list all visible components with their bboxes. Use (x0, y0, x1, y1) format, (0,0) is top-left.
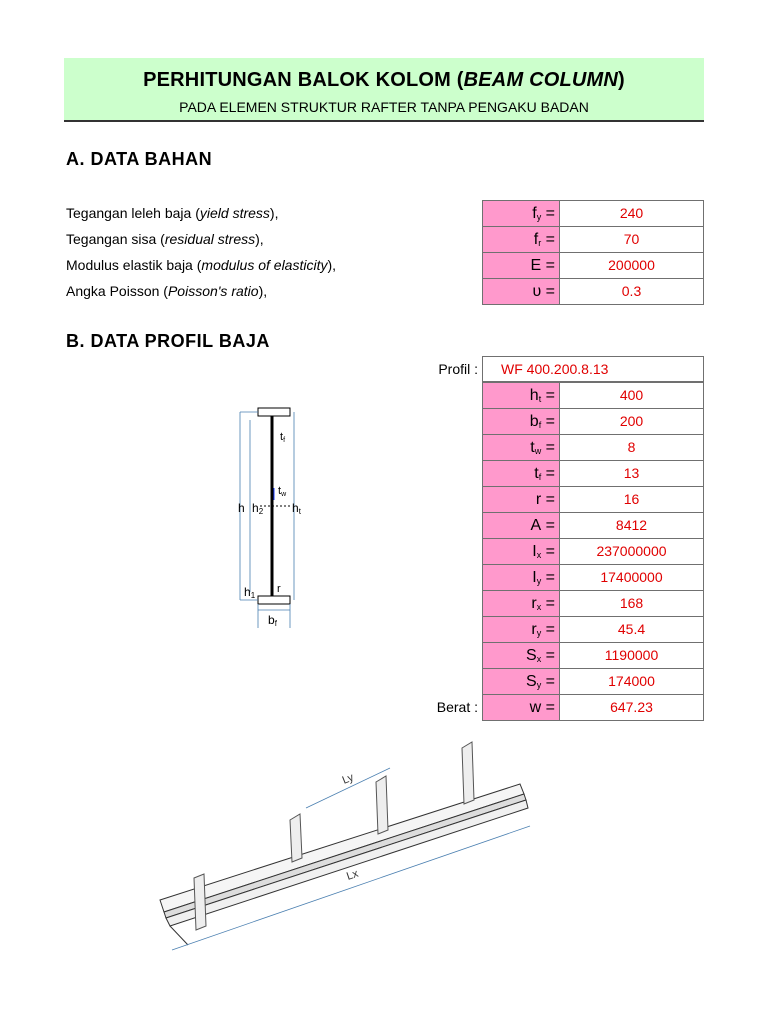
param-value: 647.23 (559, 694, 704, 721)
param-value: 16 (559, 486, 704, 513)
label-ht: ht (292, 501, 301, 516)
param-symbol: $f_y$ = (482, 200, 560, 227)
param-value: 0.3 (559, 278, 704, 305)
param-value: 240 (559, 200, 704, 227)
label-bf: bf (268, 613, 277, 628)
param-description: Modulus elastik baja (modulus of elasticity), (66, 257, 337, 273)
page-title: PERHITUNGAN BALOK KOLOM (BEAM COLUMN) (143, 69, 625, 91)
param-value: 400 (559, 382, 704, 409)
param-symbol: $r_x$ = (482, 590, 560, 617)
param-description: Tegangan leleh baja (yield stress), (66, 205, 279, 221)
profil-label: Profil : (438, 361, 478, 377)
label-tw: tw (278, 485, 287, 498)
label-h: h (238, 501, 245, 515)
param-symbol: $I_x$ = (482, 538, 560, 565)
param-symbol: υ = (482, 278, 560, 305)
param-symbol: A = (482, 512, 560, 539)
param-value: 45.4 (559, 616, 704, 643)
param-value: 200 (559, 408, 704, 435)
param-description: Tegangan sisa (residual stress), (66, 231, 264, 247)
param-symbol: $S_y$ = (482, 668, 560, 695)
berat-label: Berat : (436, 699, 478, 715)
param-symbol: E = (482, 252, 560, 279)
wf-profile-diagram (230, 400, 310, 640)
profil-value: WF 400.200.8.13 (482, 356, 704, 382)
param-value: 237000000 (559, 538, 704, 565)
param-symbol: $t_w$ = (482, 434, 560, 461)
label-h1: h1 (244, 585, 256, 600)
param-value: 200000 (559, 252, 704, 279)
param-description: Angka Poisson (Poisson's ratio), (66, 283, 268, 299)
param-value: 1190000 (559, 642, 704, 669)
param-value: 8 (559, 434, 704, 461)
param-value: 17400000 (559, 564, 704, 591)
label-ly: Ly (340, 771, 356, 787)
label-lx: Lx (345, 867, 360, 883)
param-symbol: $f_r$ = (482, 226, 560, 253)
param-symbol: $t_f$ = (482, 460, 560, 487)
label-r: r (277, 583, 281, 595)
param-value: 168 (559, 590, 704, 617)
section-a-title: A. DATA BAHAN (66, 149, 213, 169)
title-banner (64, 58, 704, 122)
param-value: 13 (559, 460, 704, 487)
param-symbol: r = (482, 486, 560, 513)
param-symbol: $I_y$ = (482, 564, 560, 591)
param-symbol: $r_y$ = (482, 616, 560, 643)
param-symbol: w = (482, 694, 560, 721)
param-value: 8412 (559, 512, 704, 539)
page-subtitle: PADA ELEMEN STRUKTUR RAFTER TANPA PENGAKU BADAN (179, 99, 589, 115)
param-symbol: $b_f$ = (482, 408, 560, 435)
label-h2: h2 (252, 501, 264, 516)
param-symbol: $h_t$ = (482, 382, 560, 409)
rafter-diagram (158, 740, 540, 960)
param-value: 70 (559, 226, 704, 253)
label-tf: tf (280, 431, 286, 444)
param-value: 174000 (559, 668, 704, 695)
param-symbol: $S_x$ = (482, 642, 560, 669)
section-b-title: B. DATA PROFIL BAJA (66, 331, 270, 351)
